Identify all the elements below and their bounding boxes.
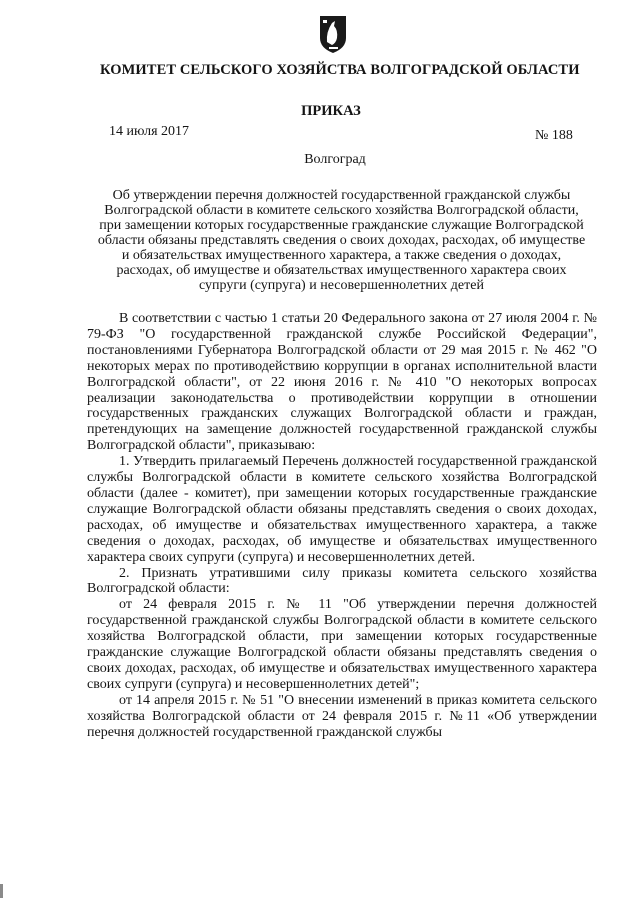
order-city: Волгоград <box>304 152 366 167</box>
order-title: ПРИКАЗ <box>301 103 361 119</box>
order-body <box>87 311 597 740</box>
scan-edge-mark <box>0 884 3 898</box>
committee-name: КОМИТЕТ СЕЛЬСКОГО ХОЗЯЙСТВА ВОЛГОГРАДСКОЙ ОБЛАСТИ <box>100 62 580 78</box>
order-subject: Об утверждении перечня должностей государственной гражданской службы Волгоградской области в комитете сельского хозяйства Волгоградской области, при замещении которых государственные гражданские служащие Волгоградской области обязаны представлять сведения о своих доходах, расходах, об имуществе и обязательствах имущественного характера, а также сведения о доходах, расходах, об имуществе и обязательствах имущественного характера своих супруги (супруга) и несовершеннолетних детей <box>97 188 586 293</box>
paragraph-repealed-order-51: от 14 апреля 2015 г. № 51 "О внесении изменений в приказ комитета сельского хозяйства Волгоградской области от 24 февраля 2015 г. №11 «Об утверждении перечня должностей государственной гражданской службы <box>87 692 597 740</box>
order-date: 14 июля 2017 <box>109 124 190 139</box>
paragraph-legal-basis: В соответствии с частью 1 статьи 20 Федерального закона от 27 июля 2004 г. № 79-ФЗ "О государственной гражданской службе Российской Федерации", постановлениями Губернатора Волгоградской области от 29 мая 2015 г. № 462 "О некоторых мерах по противодействию коррупции в органах исполнительной власти Волгоградской области", от 22 июня 2016 г. № 410 "О некоторых вопросах реализации законодательства о противодействии коррупции в отношении государственных гражданских служащих Волгоградской области и граждан, претендующих на замещение должностей государственной гражданской службы Волгоградской области", приказываю: <box>87 311 597 454</box>
order-number: № 188 <box>535 128 573 143</box>
volgograd-coat-of-arms-icon <box>318 14 348 54</box>
paragraph-repealed-order-11: от 24 февраля 2015 г. № 11 "Об утверждении перечня должностей государственной гражданской службы Волгоградской области в комитете сельского хозяйства Волгоградской области, при замещении которых государственные гражданские служащие Волгоградской области обязаны представлять сведения о своих доходах, расходах, об имуществе и обязательствах имущественного характера своих супруги (супруга) и несовершеннолетних детей"; <box>87 597 597 692</box>
paragraph-item-2: 2. Признать утратившими силу приказы комитета сельского хозяйства Волгоградской области: <box>87 565 597 597</box>
paragraph-item-1: 1. Утвердить прилагаемый Перечень должностей государственной гражданской службы Волгоградской области в комитете сельского хозяйства Волгоградской области (далее - комитет), при замещении которых государственные гражданские служащие Волгоградской области обязаны представлять сведения о своих доходах, расходах, об имуществе и обязательствах имущественного характера, а также сведения о доходах, расходах, об имуществе и обязательствах имущественного характера своих супруги (супруга) и несовершеннолетних детей. <box>87 454 597 565</box>
